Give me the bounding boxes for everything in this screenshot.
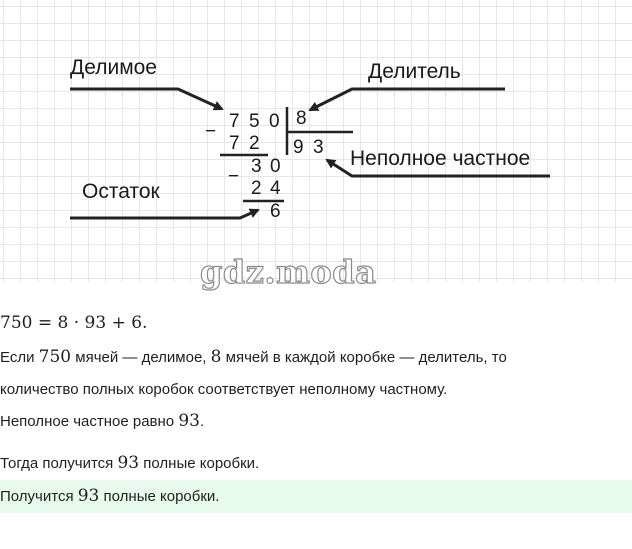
number: 750 bbox=[38, 347, 72, 367]
divisor-digit: 8 bbox=[296, 108, 307, 129]
equation-line bbox=[0, 313, 147, 333]
text: полные коробки. bbox=[139, 455, 260, 472]
subtrahend-digit: 2 bbox=[249, 133, 260, 154]
text: количество полных коробок соответствует неполному частному. bbox=[0, 381, 448, 398]
label-quotient: Неполное частное bbox=[350, 147, 531, 170]
subtrahend-digit: 4 bbox=[270, 178, 281, 199]
explanation-line-2 bbox=[0, 381, 447, 398]
difference-digit: 0 bbox=[270, 156, 281, 177]
number: 93 bbox=[117, 453, 140, 473]
number: 93 bbox=[178, 411, 200, 431]
dividend-digit: 5 bbox=[249, 111, 260, 132]
dividend-digit: 7 bbox=[229, 111, 240, 132]
minus-sign: − bbox=[205, 121, 217, 142]
answer-line bbox=[0, 486, 219, 506]
quotient-digit: 3 bbox=[313, 137, 324, 158]
divisor-arrow bbox=[310, 89, 505, 110]
number: 8 bbox=[210, 347, 222, 367]
text: полные коробки. bbox=[99, 488, 220, 505]
subtrahend-digit: 7 bbox=[229, 133, 240, 154]
text: Тогда получится bbox=[0, 455, 118, 472]
remainder-digit: 6 bbox=[270, 201, 281, 222]
subtrahend-digit: 2 bbox=[251, 178, 262, 199]
text: Неполное частное равно bbox=[0, 413, 179, 430]
remainder-arrow bbox=[70, 210, 258, 218]
explanation-line-1 bbox=[0, 347, 507, 367]
number: 93 bbox=[77, 486, 100, 506]
explanation-line-4 bbox=[0, 453, 259, 473]
quotient-digit: 9 bbox=[293, 137, 304, 158]
text: . bbox=[199, 413, 205, 430]
difference-digit: 3 bbox=[251, 156, 262, 177]
watermark: gdz.moda bbox=[200, 253, 377, 291]
minus-sign: − bbox=[228, 166, 240, 187]
explanation-line-3 bbox=[0, 411, 204, 431]
text: мячей — делимое, bbox=[71, 349, 211, 366]
label-remainder: Остаток bbox=[82, 180, 160, 203]
text: мячей в каждой коробке — делитель, то bbox=[221, 349, 507, 366]
text: Если bbox=[0, 349, 39, 366]
dividend-digit: 0 bbox=[269, 111, 280, 132]
label-dividend: Делимое bbox=[70, 56, 157, 79]
label-divisor: Делитель bbox=[368, 60, 461, 83]
dividend-arrow bbox=[70, 89, 222, 109]
equation: 750 = 8 · 93 + 6. bbox=[0, 313, 148, 333]
text: Получится bbox=[0, 488, 78, 505]
